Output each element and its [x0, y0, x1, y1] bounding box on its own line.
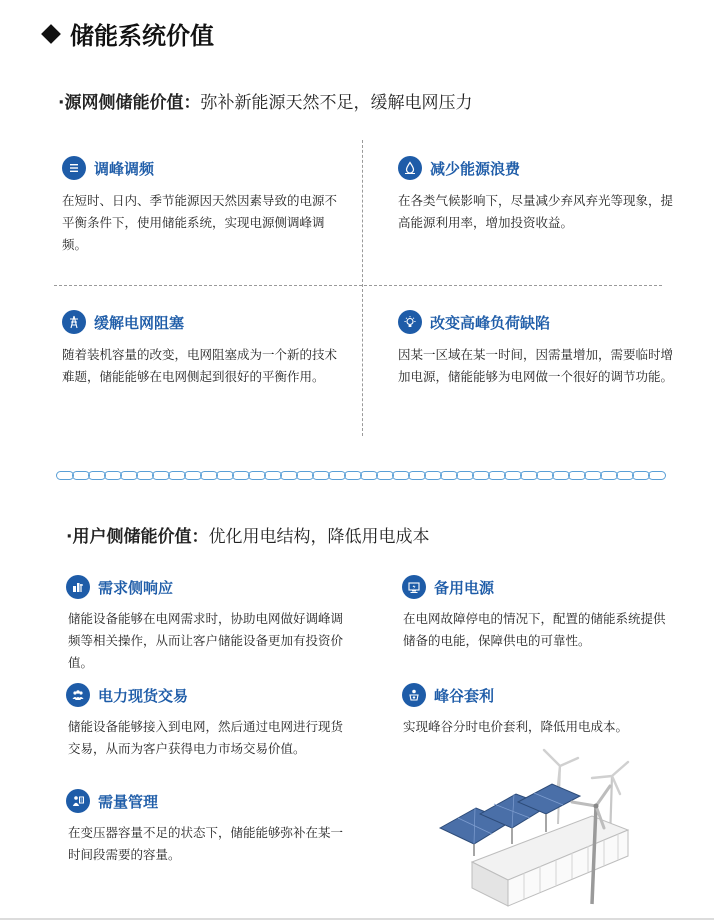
card-title-peak-regulation [62, 156, 154, 180]
water-drop-icon [398, 156, 422, 180]
card-desc-demand-management: 在变压器容量不足的状态下，储能能够弥补在某一时间段需要的容量。 [68, 825, 344, 862]
lightbulb-icon [398, 310, 422, 334]
chain-divider [56, 471, 664, 480]
people-trade-icon [66, 683, 90, 707]
card-desc-grid-congestion: 随着装机容量的改变，电网阻塞成为一个新的技术难题，储能能够在电网侧起到很好的平衡作用。 [62, 347, 338, 384]
user-side-heading-rest: 优化用电结构，降低用电成本 [208, 527, 430, 547]
arbitrage-icon [402, 683, 426, 707]
card-title-grid-congestion [62, 310, 184, 334]
card-title-text: 改变高峰负荷缺陷 [430, 313, 551, 332]
card-title-arbitrage [402, 683, 494, 707]
demand-management-icon [66, 789, 90, 813]
diamond-bullet-icon [41, 24, 61, 44]
list-icon [62, 156, 86, 180]
card-desc-reduce-waste: 在各类气候影响下，尽量减少弃风弃光等现象，提高能源利用率，增加投资收益。 [398, 193, 674, 230]
power-tower-icon [62, 310, 86, 334]
bottom-divider [0, 918, 714, 920]
card-title-text: 电力现货交易 [98, 686, 189, 705]
card-title-reduce-waste [398, 156, 520, 180]
card-title-spot-trading [66, 683, 188, 707]
page-title [40, 16, 214, 51]
user-side-heading [66, 522, 429, 547]
card-desc-peak-regulation: 在短时、日内、季节能源因天然因素导致的电源不平衡条件下，使用储能系统，实现电源侧调峰调频。 [62, 193, 338, 252]
card-title-demand-management [66, 789, 158, 813]
card-title-text: 需量管理 [98, 792, 159, 811]
source-side-heading-rest: 弥补新能源天然不足，缓解电网压力 [200, 93, 473, 113]
card-title-text: 峰谷套利 [434, 686, 495, 705]
page-title-text: 储能系统价值 [70, 22, 214, 50]
backup-power-icon [402, 575, 426, 599]
energy-storage-illustration [432, 744, 664, 912]
grid-vertical-divider [362, 140, 363, 436]
card-title-text: 减少能源浪费 [430, 159, 521, 178]
source-side-heading [58, 88, 472, 113]
card-title-text: 备用电源 [434, 578, 495, 597]
card-title-backup-power [402, 575, 494, 599]
source-side-heading-bold: ·源网侧储能价值： [58, 93, 201, 113]
card-title-peak-load [398, 310, 550, 334]
card-title-text: 缓解电网阻塞 [94, 313, 185, 332]
card-title-text: 调峰调频 [94, 159, 155, 178]
card-title-demand-response [66, 575, 173, 599]
user-side-heading-bold: ·用户侧储能价值： [66, 527, 209, 547]
card-desc-arbitrage: 实现峰谷分时电价套利，降低用电成本。 [403, 719, 629, 734]
card-title-text: 需求侧响应 [98, 578, 174, 597]
chain-link-icon [648, 471, 666, 480]
card-desc-spot-trading: 储能设备能够接入到电网，然后通过电网进行现货交易，从而为客户获得电力市场交易价值。 [68, 719, 344, 756]
grid-horizontal-divider [54, 285, 662, 286]
card-desc-peak-load: 因某一区域在某一时间，因需量增加，需要临时增加电源，储能能够为电网做一个很好的调节功能。 [398, 347, 674, 384]
card-desc-demand-response: 储能设备能够在电网需求时，协助电网做好调峰调频等相关操作，从而让客户储能设备更加有投资价值。 [68, 611, 344, 670]
demand-response-icon [66, 575, 90, 599]
card-desc-backup-power: 在电网故障停电的情况下，配置的储能系统提供储备的电能，保障供电的可靠性。 [403, 611, 666, 648]
